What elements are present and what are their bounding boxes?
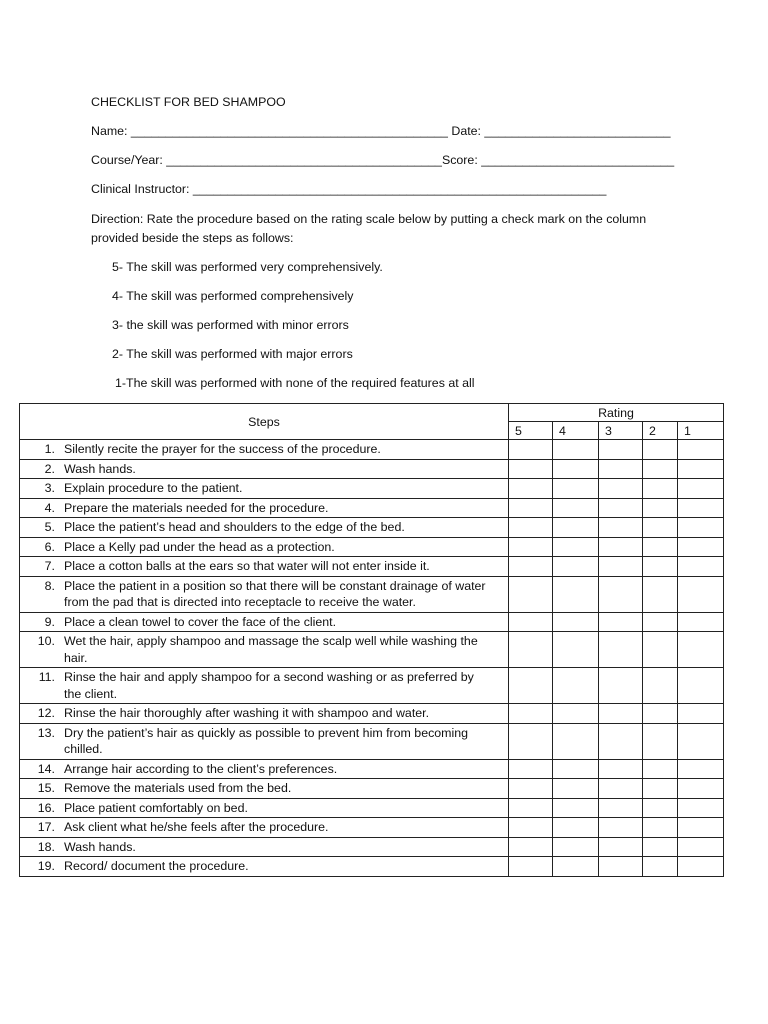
step-number: 14. — [37, 761, 55, 776]
table-row — [20, 498, 724, 518]
rating-4-checkbox-cell[interactable] — [553, 837, 599, 857]
rating-2-checkbox-cell[interactable] — [643, 798, 678, 818]
rating-4-checkbox-cell[interactable] — [553, 537, 599, 557]
rating-1-checkbox-cell[interactable] — [678, 668, 724, 704]
step-cell — [20, 704, 509, 724]
rating-4-checkbox-cell[interactable] — [553, 557, 599, 577]
rating-3-checkbox-cell[interactable] — [599, 612, 643, 632]
rating-5-checkbox-cell[interactable] — [509, 857, 553, 877]
step-text: Dry the patient’s hair as quickly as possible to prevent him from becoming chilled. — [64, 725, 469, 756]
step-text: Ask client what he/she feels after the procedure. — [64, 820, 329, 834]
step-cell — [20, 440, 509, 460]
step-content — [20, 578, 494, 611]
rating-4-checkbox-cell[interactable] — [553, 440, 599, 460]
rating-3-checkbox-cell[interactable] — [599, 518, 643, 538]
rating-5-checkbox-cell[interactable] — [509, 576, 553, 612]
step-number: 6. — [44, 539, 55, 554]
name-date-field-line[interactable]: Name: ______________________________________________ Date: ___________________________ — [91, 124, 671, 138]
step-number: 16. — [37, 800, 55, 815]
table-row — [20, 459, 724, 479]
rating-1-checkbox-cell[interactable] — [678, 723, 724, 759]
step-number: 10. — [37, 634, 55, 648]
rating-2-checkbox-cell[interactable] — [643, 632, 678, 668]
rating-2-checkbox-cell[interactable] — [643, 612, 678, 632]
step-content — [20, 858, 494, 875]
rating-scale-item: 3- the skill was performed with minor errors — [112, 318, 349, 332]
step-number: 1. — [44, 442, 55, 456]
step-text: Wet the hair, apply shampoo and massage the scalp well while washing the hair. — [64, 634, 478, 665]
rating-5-checkbox-cell[interactable] — [509, 459, 553, 479]
step-number: 2. — [44, 461, 55, 476]
rating-2-checkbox-cell[interactable] — [643, 440, 678, 460]
rating-1-checkbox-cell[interactable] — [678, 576, 724, 612]
rating-column-header: Rating — [509, 404, 724, 422]
rating-2-checkbox-cell[interactable] — [643, 857, 678, 877]
steps-column-header: Steps — [20, 404, 509, 440]
step-number: 8. — [44, 578, 55, 593]
rating-1-checkbox-cell[interactable] — [678, 759, 724, 779]
rating-3-checkbox-cell[interactable] — [599, 668, 643, 704]
rating-3-checkbox-cell[interactable] — [599, 479, 643, 499]
rating-3-checkbox-cell[interactable] — [599, 857, 643, 877]
step-cell — [20, 779, 509, 799]
step-content — [20, 500, 494, 517]
step-content — [20, 633, 494, 666]
rating-1-checkbox-cell[interactable] — [678, 704, 724, 724]
rating-2-checkbox-cell[interactable] — [643, 818, 678, 838]
rating-1-checkbox-cell[interactable] — [678, 632, 724, 668]
rating-1-checkbox-cell[interactable] — [678, 479, 724, 499]
table-row — [20, 837, 724, 857]
step-number: 3. — [44, 481, 55, 495]
table-row — [20, 557, 724, 577]
rating-scale-item: 2- The skill was performed with major errors — [112, 347, 353, 361]
rating-3-checkbox-cell[interactable] — [599, 704, 643, 724]
table-row — [20, 632, 724, 668]
step-text: Place the patient in a position so that there will be constant drainage of water from the pad that is directed into receptacle to receive the water. — [64, 578, 486, 609]
step-number: 7. — [44, 559, 55, 573]
step-content — [20, 725, 494, 758]
rating-3-checkbox-cell[interactable] — [599, 576, 643, 612]
rating-5-checkbox-cell[interactable] — [509, 779, 553, 799]
step-number: 17. — [37, 820, 55, 834]
step-content — [20, 705, 494, 722]
step-number: 13. — [37, 725, 55, 740]
rating-4-checkbox-cell[interactable] — [553, 479, 599, 499]
rating-2-checkbox-cell[interactable] — [643, 518, 678, 538]
rating-2-checkbox-cell[interactable] — [643, 779, 678, 799]
step-content — [20, 800, 494, 817]
rating-3-checkbox-cell[interactable] — [599, 723, 643, 759]
rating-5-checkbox-cell[interactable] — [509, 723, 553, 759]
rating-3-checkbox-cell[interactable] — [599, 632, 643, 668]
step-cell — [20, 537, 509, 557]
table-row — [20, 576, 724, 612]
step-text: Place a cotton balls at the ears so that water will not enter inside it. — [64, 559, 430, 573]
rating-scale-item: 4- The skill was performed comprehensively — [112, 289, 354, 303]
rating-4-checkbox-cell[interactable] — [553, 818, 599, 838]
clinical-instructor-field-line[interactable]: Clinical Instructor: ____________________________________________________________ — [91, 182, 607, 196]
rating-4-checkbox-cell[interactable] — [553, 632, 599, 668]
rating-1-checkbox-cell[interactable] — [678, 557, 724, 577]
rating-5-header: 5 — [509, 422, 553, 440]
step-content — [20, 461, 494, 478]
rating-1-checkbox-cell[interactable] — [678, 459, 724, 479]
step-content — [20, 480, 494, 497]
rating-scale-item: 5- The skill was performed very comprehensively. — [112, 260, 383, 274]
rating-4-checkbox-cell[interactable] — [553, 759, 599, 779]
step-text: Rinse the hair thoroughly after washing it with shampoo and water. — [64, 706, 430, 720]
table-row — [20, 440, 724, 460]
rating-5-checkbox-cell[interactable] — [509, 537, 553, 557]
step-number: 5. — [44, 520, 55, 534]
rating-2-checkbox-cell[interactable] — [643, 498, 678, 518]
table-row — [20, 818, 724, 838]
rating-1-checkbox-cell[interactable] — [678, 440, 724, 460]
course-score-field-line[interactable]: Course/Year: ________________________________________Score: ____________________________ — [91, 153, 675, 167]
step-text: Rinse the hair and apply shampoo for a second washing or as preferred by the client. — [64, 670, 474, 701]
step-cell — [20, 479, 509, 499]
table-row — [20, 479, 724, 499]
rating-1-checkbox-cell[interactable] — [678, 518, 724, 538]
step-cell — [20, 576, 509, 612]
step-cell — [20, 818, 509, 838]
step-text: Remove the materials used from the bed. — [64, 781, 292, 795]
rating-5-checkbox-cell[interactable] — [509, 798, 553, 818]
table-row — [20, 704, 724, 724]
step-content — [20, 519, 494, 536]
rating-1-checkbox-cell[interactable] — [678, 779, 724, 799]
checklist-table — [19, 403, 724, 877]
rating-1-checkbox-cell[interactable] — [678, 837, 724, 857]
rating-2-checkbox-cell[interactable] — [643, 759, 678, 779]
step-content — [20, 819, 494, 836]
table-row — [20, 723, 724, 759]
rating-3-checkbox-cell[interactable] — [599, 498, 643, 518]
rating-1-checkbox-cell[interactable] — [678, 857, 724, 877]
rating-5-checkbox-cell[interactable] — [509, 440, 553, 460]
rating-4-checkbox-cell[interactable] — [553, 612, 599, 632]
step-cell — [20, 557, 509, 577]
step-number: 15. — [37, 781, 55, 795]
step-text: Arrange hair according to the client’s preferences. — [64, 761, 338, 776]
rating-2-checkbox-cell[interactable] — [643, 668, 678, 704]
rating-2-checkbox-cell[interactable] — [643, 459, 678, 479]
step-number: 18. — [37, 839, 55, 854]
step-text: Prepare the materials needed for the procedure. — [64, 500, 329, 515]
rating-3-checkbox-cell[interactable] — [599, 798, 643, 818]
step-cell — [20, 498, 509, 518]
step-content — [20, 614, 494, 631]
page-title: CHECKLIST FOR BED SHAMPOO — [91, 95, 286, 109]
step-text: Place patient comfortably on bed. — [64, 800, 248, 815]
rating-1-checkbox-cell[interactable] — [678, 818, 724, 838]
rating-5-checkbox-cell[interactable] — [509, 837, 553, 857]
step-content — [20, 441, 494, 458]
table-row — [20, 668, 724, 704]
rating-4-checkbox-cell[interactable] — [553, 779, 599, 799]
table-row — [20, 779, 724, 799]
rating-4-checkbox-cell[interactable] — [553, 498, 599, 518]
step-number: 12. — [37, 706, 55, 720]
rating-4-checkbox-cell[interactable] — [553, 704, 599, 724]
step-cell — [20, 518, 509, 538]
rating-4-checkbox-cell[interactable] — [553, 518, 599, 538]
rating-5-checkbox-cell[interactable] — [509, 612, 553, 632]
rating-2-checkbox-cell[interactable] — [643, 479, 678, 499]
rating-5-checkbox-cell[interactable] — [509, 759, 553, 779]
rating-5-checkbox-cell[interactable] — [509, 632, 553, 668]
step-content — [20, 669, 494, 702]
rating-3-checkbox-cell[interactable] — [599, 779, 643, 799]
rating-2-header: 2 — [643, 422, 678, 440]
step-cell — [20, 459, 509, 479]
step-number: 11. — [38, 670, 55, 684]
step-content — [20, 839, 494, 856]
step-number: 9. — [44, 614, 55, 629]
rating-3-checkbox-cell[interactable] — [599, 557, 643, 577]
rating-3-header: 3 — [599, 422, 643, 440]
table-row — [20, 518, 724, 538]
rating-4-header: 4 — [553, 422, 599, 440]
rating-5-checkbox-cell[interactable] — [509, 818, 553, 838]
step-text: Place the patient’s head and shoulders to the edge of the bed. — [64, 520, 405, 534]
step-cell — [20, 723, 509, 759]
step-cell — [20, 837, 509, 857]
directions-text: Direction: Rate the procedure based on the rating scale below by putting a check mark on the column provided beside the steps as follows: — [91, 212, 647, 245]
rating-1-checkbox-cell[interactable] — [678, 537, 724, 557]
step-cell — [20, 668, 509, 704]
rating-4-checkbox-cell[interactable] — [553, 723, 599, 759]
rating-1-checkbox-cell[interactable] — [678, 612, 724, 632]
step-content — [20, 761, 494, 778]
rating-2-checkbox-cell[interactable] — [643, 704, 678, 724]
step-text: Record/ document the procedure. — [64, 859, 249, 873]
rating-3-checkbox-cell[interactable] — [599, 837, 643, 857]
rating-3-checkbox-cell[interactable] — [599, 818, 643, 838]
rating-4-checkbox-cell[interactable] — [553, 798, 599, 818]
rating-3-checkbox-cell[interactable] — [599, 759, 643, 779]
step-text: Place a clean towel to cover the face of the client. — [64, 614, 337, 629]
table-row — [20, 857, 724, 877]
table-row — [20, 759, 724, 779]
rating-3-checkbox-cell[interactable] — [599, 440, 643, 460]
rating-5-checkbox-cell[interactable] — [509, 498, 553, 518]
step-text: Place a Kelly pad under the head as a protection. — [64, 539, 335, 554]
rating-5-checkbox-cell[interactable] — [509, 668, 553, 704]
rating-1-checkbox-cell[interactable] — [678, 798, 724, 818]
step-content — [20, 539, 494, 556]
step-text: Explain procedure to the patient. — [64, 481, 243, 495]
step-text: Silently recite the prayer for the success of the procedure. — [64, 442, 381, 456]
step-cell — [20, 632, 509, 668]
rating-5-checkbox-cell[interactable] — [509, 557, 553, 577]
checklist-steps-body — [20, 440, 724, 877]
step-number: 4. — [44, 500, 55, 515]
rating-2-checkbox-cell[interactable] — [643, 537, 678, 557]
step-content — [20, 780, 494, 797]
step-text: Wash hands. — [64, 461, 136, 476]
step-cell — [20, 857, 509, 877]
rating-5-checkbox-cell[interactable] — [509, 518, 553, 538]
step-cell — [20, 759, 509, 779]
rating-2-checkbox-cell[interactable] — [643, 557, 678, 577]
rating-3-checkbox-cell[interactable] — [599, 459, 643, 479]
rating-2-checkbox-cell[interactable] — [643, 723, 678, 759]
rating-2-checkbox-cell[interactable] — [643, 576, 678, 612]
step-cell — [20, 612, 509, 632]
rating-4-checkbox-cell[interactable] — [553, 668, 599, 704]
table-row — [20, 537, 724, 557]
rating-5-checkbox-cell[interactable] — [509, 704, 553, 724]
table-row — [20, 612, 724, 632]
rating-2-checkbox-cell[interactable] — [643, 837, 678, 857]
rating-1-header: 1 — [678, 422, 724, 440]
rating-4-checkbox-cell[interactable] — [553, 459, 599, 479]
rating-5-checkbox-cell[interactable] — [509, 479, 553, 499]
rating-scale-item: 1-The skill was performed with none of the required features at all — [115, 376, 475, 390]
rating-4-checkbox-cell[interactable] — [553, 857, 599, 877]
step-content — [20, 558, 494, 575]
rating-4-checkbox-cell[interactable] — [553, 576, 599, 612]
table-row — [20, 798, 724, 818]
step-cell — [20, 798, 509, 818]
step-text: Wash hands. — [64, 839, 136, 854]
step-number: 19. — [37, 859, 55, 873]
rating-1-checkbox-cell[interactable] — [678, 498, 724, 518]
rating-3-checkbox-cell[interactable] — [599, 537, 643, 557]
